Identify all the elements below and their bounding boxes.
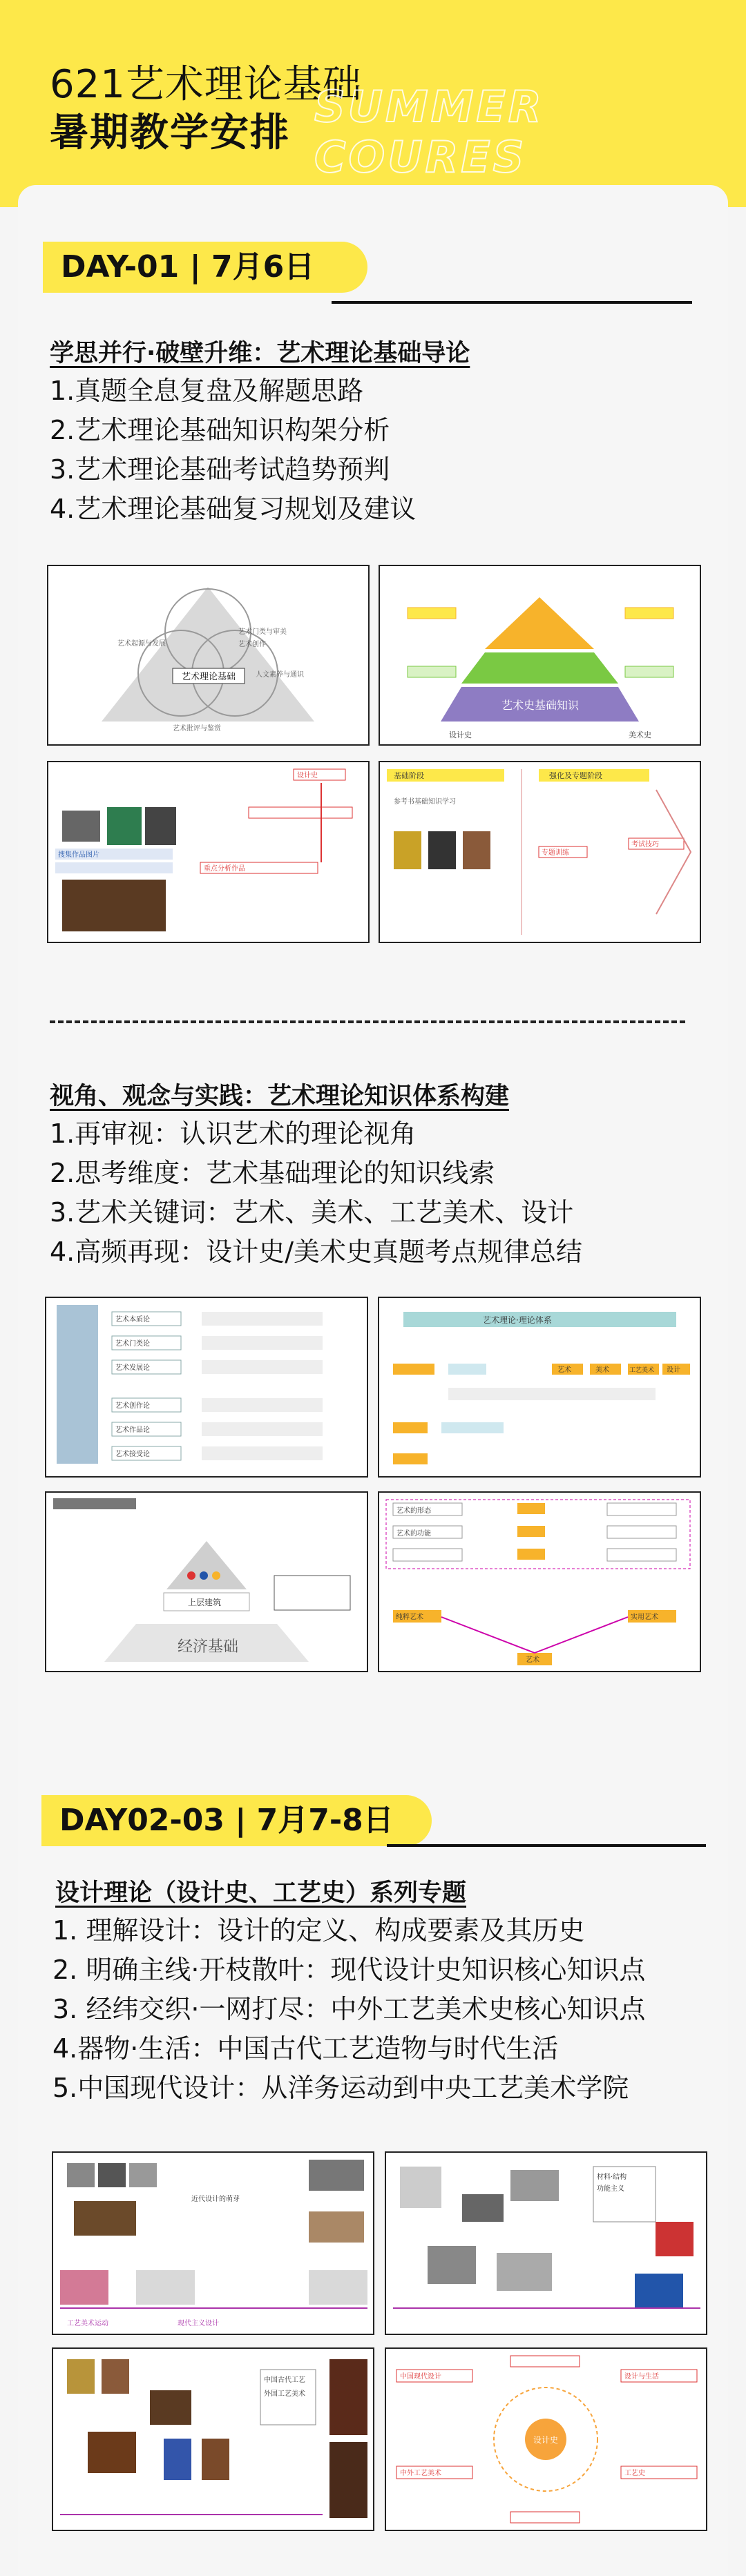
section-list-intro [50,371,416,529]
page-title: 621艺术理论基础 [50,62,362,107]
thumb-label: 材料·结构 [597,2173,627,2181]
list-item: 2.思考维度：艺术基础理论的知识线索 [50,1158,495,1188]
thumb-label: 中外工艺美术 [400,2470,441,2477]
thumb-label: 专题训练 [542,849,569,857]
list-item: 3.艺术关键词：艺术、美术、工艺美术、设计 [50,1197,574,1228]
thumb-label: 外国工艺美术 [264,2390,305,2398]
thumbnail-theory-list [45,1297,368,1478]
thumb-label: 艺术理论·理论体系 [483,1315,552,1325]
section-title-intro: 学思并行·破壁升维：艺术理论基础导论 [50,340,470,367]
thumb-label: 艺术创作论 [115,1402,150,1410]
thumb-label: 艺术作品论 [115,1426,150,1434]
thumbnail-collage [47,761,370,943]
thumb-label: 中国古代工艺 [264,2376,305,2384]
section-list-design [52,1911,645,2108]
list-item: 5.中国现代设计：从洋务运动到中央工艺美术学院 [52,2073,629,2103]
list-item: 4.艺术理论基础复习规划及建议 [50,494,417,524]
day2-badge: DAY02-03 | 7月7-8日 [41,1795,432,1846]
thumb-label: 艺术门类论 [115,1340,150,1348]
thumb-label: 基础阶段 [394,771,424,780]
section-list-system [50,1114,582,1272]
day2-divider [387,1844,706,1847]
thumb-label: 艺术创作 [238,641,266,648]
thumb-label: 设计史 [297,772,318,779]
thumb-label: 美术 [595,1366,609,1374]
thumbnail-pyramid [379,565,701,746]
thumb-label: 工艺美术 [629,1367,655,1374]
thumb-label: 近代设计的萌芽 [191,2196,240,2203]
thumb-label: 重点分析作品 [204,865,245,873]
thumb-label: 设计与生活 [624,2373,659,2381]
thumbnail-art-forms [378,1491,701,1672]
thumbnail-design-history [52,2151,374,2335]
thumb-label: 设计史 [449,730,472,739]
thumbnail-modern-design [385,2151,707,2335]
thumb-label: 中国现代设计 [400,2373,441,2381]
thumb-label: 艺术 [526,1656,539,1664]
thumb-label: 艺术史基础知识 [501,699,580,712]
thumb-label: 纯粹艺术 [396,1614,423,1621]
thumb-label: 工艺史 [624,2470,645,2477]
thumb-label: 艺术批评与鉴赏 [173,725,221,733]
thumb-center-label: 设计史 [533,2435,559,2445]
thumb-center-label: 艺术理论基础 [181,672,236,682]
list-item: 1.再审视：认识艺术的理论视角 [50,1118,417,1149]
thumb-label: 艺术的形态 [396,1507,431,1515]
day1-badge: DAY-01 | 7月6日 [43,242,367,293]
thumb-label: 强化及专题阶段 [549,771,602,780]
thumbnail-economy [45,1491,368,1672]
list-item: 1. 理解设计：设计的定义、构成要素及其历史 [52,1915,585,1946]
thumb-label: 功能主义 [597,2185,624,2193]
list-item: 2.艺术理论基础知识构架分析 [50,415,390,445]
thumb-label: 设计 [667,1366,680,1374]
thumb-label: 搜集作品图片 [58,851,99,859]
thumb-label: 参考书基础知识学习 [394,798,456,806]
list-item: 1.真题全息复盘及解题思路 [50,376,364,406]
thumbnail-venn [47,565,370,746]
thumb-label: 现代主义设计 [178,2320,219,2327]
thumb-label: 美术史 [629,730,651,739]
thumbnail-craft-history [52,2347,374,2531]
list-item: 3.艺术理论基础考试趋势预判 [50,454,390,485]
thumb-label: 艺术发展论 [115,1364,150,1372]
thumbnail-design-map [385,2347,707,2531]
list-item: 3. 经纬交织·一网打尽：中外工艺美术史核心知识点 [52,1994,646,2024]
thumb-label: 经济基础 [178,1638,239,1656]
thumb-label: 实用艺术 [631,1614,658,1621]
section-divider [50,1020,685,1023]
list-item: 4.器物·生活：中国古代工艺造物与时代生活 [52,2033,559,2064]
list-item: 4.高频再现：设计史/美术史真题考点规律总结 [50,1237,583,1267]
thumb-label: 艺术接受论 [115,1451,150,1458]
thumb-label: 人文素养与通识 [256,671,304,679]
thumb-label: 工艺美术运动 [67,2320,108,2327]
thumb-label: 艺术起源与发展 [117,640,166,648]
watermark-text: SUMMER COURES [314,81,544,182]
thumb-label: 艺术门类与审美 [238,628,287,636]
thumb-label: 考试技巧 [631,841,659,849]
thumbnail-theory-system [378,1297,701,1478]
page-subtitle: 暑期教学安排 [50,110,290,155]
thumb-label: 艺术本质论 [115,1316,150,1324]
day1-divider [332,301,692,304]
thumb-label: 艺术的功能 [396,1530,431,1538]
list-item: 2. 明确主线·开枝散叶：现代设计史知识核心知识点 [52,1955,646,1985]
section-title-design: 设计理论（设计史、工艺史）系列专题 [55,1879,467,1907]
section-title-system: 视角、观念与实践：艺术理论知识体系构建 [50,1083,510,1110]
thumb-label: 艺术 [557,1366,571,1374]
thumbnail-plan [379,761,701,943]
thumb-label: 上层建筑 [188,1598,222,1607]
